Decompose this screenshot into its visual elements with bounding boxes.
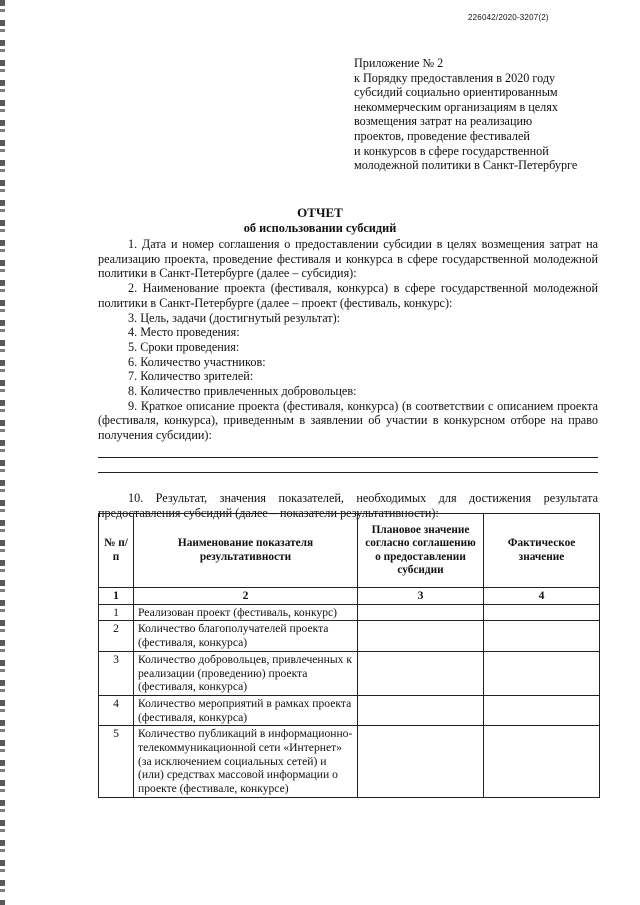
- table-row: [99, 651, 600, 695]
- col-number: 4: [484, 588, 600, 605]
- fill-in-line[interactable]: [98, 458, 598, 473]
- table-row: [99, 604, 600, 621]
- table-header-row: [99, 514, 600, 588]
- document-number: 226042/2020-3207(2): [468, 13, 549, 22]
- report-title: ОТЧЕТ: [297, 205, 343, 220]
- report-subtitle: об использовании субсидий: [243, 221, 397, 235]
- row-plan-value[interactable]: [358, 695, 484, 725]
- row-plan-value[interactable]: [358, 726, 484, 798]
- appendix-line: возмещения затрат на реализацию: [354, 114, 533, 129]
- header-num: № п/п: [99, 514, 134, 588]
- appendix-line: и конкурсов в сфере государственной: [354, 143, 549, 158]
- appendix-line: Приложение № 2: [354, 56, 444, 70]
- item-4: 4. Место проведения:: [128, 325, 240, 340]
- row-indicator: Реализован проект (фестиваль, конкурс): [134, 604, 358, 621]
- appendix-line: субсидий социально ориентированным: [354, 85, 558, 100]
- row-number: 2: [99, 621, 134, 651]
- item-8: 8. Количество привлеченных добровольцев:: [128, 384, 357, 399]
- appendix-line: некоммерческим организациям в целях: [354, 99, 558, 114]
- item-2: 2. Наименование проекта (фестиваля, конкурса) в сфере государственной молодежной политики в Санкт-Петербурге (далее – проект (фестиваль, конкурс):: [98, 281, 598, 310]
- table-row: [99, 621, 600, 651]
- col-number: 1: [99, 588, 134, 605]
- row-fact-value[interactable]: [484, 695, 600, 725]
- row-fact-value[interactable]: [484, 726, 600, 798]
- row-number: 3: [99, 651, 134, 695]
- row-plan-value[interactable]: [358, 604, 484, 621]
- header-plan: Плановое значение согласно соглашению о предоставлении субсидии: [358, 514, 484, 588]
- appendix-line: проектов, проведение фестивалей: [354, 128, 530, 143]
- row-number: 4: [99, 695, 134, 725]
- item-7: 7. Количество зрителей:: [128, 369, 254, 384]
- header-fact: Фактическое значение: [484, 514, 600, 588]
- fill-in-line[interactable]: [98, 443, 598, 458]
- column-number-row: [99, 588, 600, 605]
- row-number: 5: [99, 726, 134, 798]
- col-number: 2: [134, 588, 358, 605]
- row-number: 1: [99, 604, 134, 621]
- item-10: 10. Результат, значения показателей, необходимых для достижения результата предоставления субсидий (далее – показатели результативности):: [98, 490, 598, 520]
- row-fact-value[interactable]: [484, 604, 600, 621]
- item-9: 9. Краткое описание проекта (фестиваля, конкурса) (в соответствии с описанием проекта (фестиваля, конкурса), приведенным в заявлении об участии в конкурсном отборе на право получения субсидии):: [98, 398, 598, 443]
- scan-edge-artifact: [0, 0, 5, 905]
- item-6: 6. Количество участников:: [128, 354, 266, 369]
- item-5: 5. Сроки проведения:: [128, 339, 240, 354]
- col-number: 3: [358, 588, 484, 605]
- row-fact-value[interactable]: [484, 651, 600, 695]
- appendix-block: [354, 56, 624, 173]
- table-row: [99, 695, 600, 725]
- report-body: [98, 237, 598, 520]
- row-indicator: Количество благополучателей проекта (фестиваля, конкурса): [134, 621, 358, 651]
- row-indicator: Количество мероприятий в рамках проекта (фестиваля, конкурса): [134, 695, 358, 725]
- row-fact-value[interactable]: [484, 621, 600, 651]
- row-plan-value[interactable]: [358, 651, 484, 695]
- appendix-line: молодежной политики в Санкт-Петербурге: [354, 158, 578, 173]
- row-plan-value[interactable]: [358, 621, 484, 651]
- row-indicator: Количество публикаций в информационно-телекоммуникационной сети «Интернет» (за исключением социальных сетей) и (или) средствах массовой информации о проекте (фестивале, конкурсе): [134, 726, 358, 798]
- item-1: 1. Дата и номер соглашения о предоставлении субсидии в целях возмещения затрат на реализацию проекта, проведение фестиваля и конкурса в сфере государственной молодежной политики в Санкт-Петербурге (далее – субсидия):: [98, 237, 598, 281]
- indicators-table: [98, 513, 600, 798]
- row-indicator: Количество добровольцев, привлеченных к реализации (проведению) проекта (фестиваля, конкурса): [134, 651, 358, 695]
- table-row: [99, 726, 600, 798]
- appendix-line: к Порядку предоставления в 2020 году: [354, 70, 556, 85]
- item-3: 3. Цель, задачи (достигнутый результат):: [128, 310, 341, 325]
- header-name: Наименование показателя результативности: [134, 514, 358, 588]
